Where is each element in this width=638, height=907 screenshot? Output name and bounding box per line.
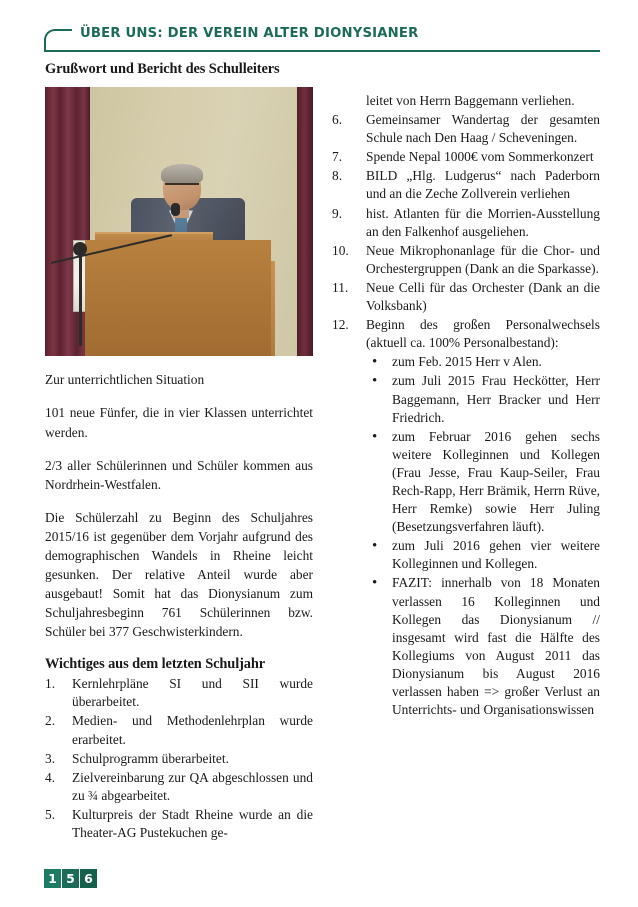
bullet-icon: • <box>372 428 378 445</box>
list-item <box>332 316 600 719</box>
list-item-text: Beginn des großen Personalwechsels (aktuell ca. 100% Personalbestand): <box>366 317 600 351</box>
bullet-icon: • <box>372 373 378 390</box>
list-item-number: 11. <box>332 279 349 295</box>
bullet-icon: • <box>372 538 378 555</box>
list-item <box>366 353 600 371</box>
paragraph: 101 neue Fünfer, die in vier Klassen unterrichtet werden. <box>45 405 313 440</box>
photo-curtain-left <box>45 87 90 356</box>
list-item-text: Zielvereinbarung zur QA abgeschlossen und zu ¾ abgearbeitet. <box>72 769 313 803</box>
subsection-heading: Wichtiges aus dem letzten Schuljahr <box>45 655 266 672</box>
list-item-number: 5. <box>45 806 56 822</box>
list-item-text: Neue Mikrophonanlage für die Chor- und Orchestergruppen (Dank an die Sparkasse). <box>366 242 600 276</box>
continued-text: leitet von Herrn Baggemann verliehen. <box>366 93 575 108</box>
list-item-text: FAZIT: innerhalb von 18 Monaten verlassen 16 Kolleginnen und Kollegen das Dionysianum // insgesamt wird fast die Hälfte des Kollegiums von August 2011 das Dionysianum bis August 2016 verlassen haben => großer Verlust an Unterrichts- und Organisationswissen <box>392 575 600 718</box>
list-item-number: 7. <box>332 149 343 165</box>
paragraph: 2/3 aller Schülerinnen und Schüler kommen aus Nordrhein-Westfalen. <box>45 457 313 492</box>
paragraph: Die Schülerzahl zu Beginn des Schuljahres 2015/16 ist gegenüber dem Vorjahr aufgrund des demographischen Wandels in Rheine leicht gesunken. Der relative Anteil wurde aber ausgebaut! Somit hat das Dionysianum zum Schuljahresbeginn 761 Schülerinnen bzw. Schüler bei 377 Geschwisterkindern. <box>45 509 313 639</box>
list-item <box>45 769 313 805</box>
list-item-text: Spende Nepal 1000€ vom Sommerkonzert <box>366 149 594 165</box>
personnel-sub-list <box>366 353 600 719</box>
list-item-text: hist. Atlanten für die Morrien-Ausstellung an den Falkenhof ausgeliehen. <box>366 205 600 239</box>
list-item-text: zum Februar 2016 gehen sechs weitere Kolleginnen und Kollegen (Frau Jesse, Frau Kaup-Seiler, Frau Rech-Rapp, Herr Brämik, Herrn Rüve, Herr Remke) sowie Herr Juling (Besetzungsverfahren läuft). <box>392 428 600 535</box>
left-column <box>45 60 313 843</box>
list-item-text: Gemeinsamer Wandertag der gesamten Schule nach Den Haag / Scheveningen. <box>366 112 600 146</box>
list-item <box>366 537 600 573</box>
list-item-text: zum Feb. 2015 Herr v Alen. <box>392 354 542 370</box>
photo-microphone <box>171 203 180 216</box>
list-item-number: 8. <box>332 168 343 184</box>
section-header <box>44 26 600 56</box>
achievements-list-continued <box>332 111 600 719</box>
photo-lectern <box>85 240 271 356</box>
list-item <box>366 574 600 719</box>
bracket-decoration-icon <box>44 29 72 51</box>
bullet-icon: • <box>372 575 378 592</box>
list-item-number: 3. <box>45 750 56 766</box>
list-item-text: Kernlehrpläne SI und SII wurde überarbeitet. <box>72 676 313 710</box>
list-item-text: Schulprogramm überarbeitet. <box>72 750 229 766</box>
list-item-number: 4. <box>45 769 56 785</box>
photo-curtain-right <box>297 87 313 356</box>
header-divider <box>44 50 600 52</box>
list-item <box>366 372 600 426</box>
right-column <box>332 92 600 720</box>
list-item <box>332 242 600 278</box>
list-item <box>332 148 600 166</box>
bullet-icon: • <box>372 354 378 371</box>
list-item-text: zum Juli 2015 Frau Heckötter, Herr Baggemann, Herr Bracker und Herr Friedrich. <box>392 373 600 425</box>
page-number <box>44 869 97 888</box>
page-number-digit: 1 <box>44 869 61 888</box>
photo-speaker-glasses <box>165 183 199 190</box>
list-item <box>332 111 600 147</box>
list-item-text: BILD „Hlg. Ludgerus“ nach Paderborn und an die Zeche Zollverein verliehen <box>366 168 600 202</box>
list-item-number: 6. <box>332 112 343 128</box>
list-item-text: zum Juli 2016 gehen vier weitere Kolleginnen und Kollegen. <box>392 538 600 572</box>
list-item <box>332 205 600 241</box>
photo-speaker-hair <box>161 164 203 184</box>
list-item <box>45 675 313 711</box>
list-item <box>45 806 313 842</box>
list-item <box>332 279 600 315</box>
list-item <box>332 167 600 203</box>
achievements-list <box>45 675 313 842</box>
paragraph: Zur unterrichtlichen Situation <box>45 372 205 388</box>
list-item-number: 1. <box>45 676 56 692</box>
page-number-digit: 5 <box>62 869 79 888</box>
article-heading: Grußwort und Bericht des Schulleiters <box>45 61 280 77</box>
speaker-photo <box>45 87 313 356</box>
list-item-number: 2. <box>45 713 56 729</box>
page-number-digit: 6 <box>80 869 97 888</box>
list-item-text: Neue Celli für das Orchester (Dank an die Volksbank) <box>366 279 600 314</box>
list-item <box>45 750 313 768</box>
list-item-text: Kulturpreis der Stadt Rheine wurde an die Theater-AG Pustekuchen ge- <box>72 806 313 840</box>
list-item-number: 9. <box>332 205 343 221</box>
list-item <box>45 712 313 748</box>
section-header-title: ÜBER UNS: DER VEREIN ALTER DIONYSIANER <box>80 26 419 41</box>
list-item <box>366 428 600 537</box>
photo-microphone-pole <box>79 250 82 346</box>
list-item-number: 10. <box>332 242 349 258</box>
list-item-text: Medien- und Methodenlehrplan wurde erarbeitet. <box>72 713 313 747</box>
list-item-number: 12. <box>332 317 349 333</box>
